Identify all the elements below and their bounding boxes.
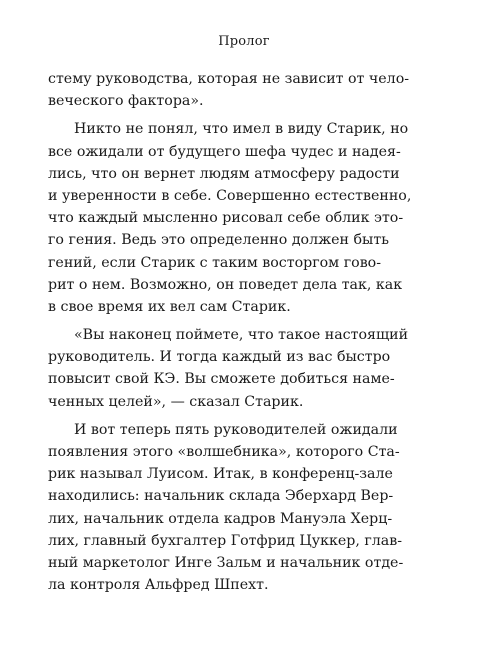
body-text xyxy=(48,68,412,596)
text-line: ченных целей», — сказал Старик. xyxy=(48,393,304,410)
text-line: веческого фактора». xyxy=(48,93,204,110)
text-line: И вот теперь пять руководителей ожидали xyxy=(74,421,398,438)
text-line: что каждый мысленно рисовал себе облик это- xyxy=(48,210,404,227)
text-line: ный маркетолог Инге Зальм и начальник отде- xyxy=(48,554,404,571)
text-line: го гения. Ведь это определенно должен быть xyxy=(48,232,389,249)
text-line: гений, если Старик с таким восторгом гово- xyxy=(48,254,382,271)
text-line: ла контроля Альфред Шпехт. xyxy=(48,577,269,594)
text-line: появления этого «волшебника», которого Ста- xyxy=(48,444,400,460)
paragraph xyxy=(48,68,410,112)
text-line: находились: начальник склада Эберхард Вер- xyxy=(48,488,394,505)
text-line: лих, главный бухгалтер Готфрид Цуккер, глав- xyxy=(48,532,403,549)
text-line: руководитель. И тогда каждый из вас быстро xyxy=(48,349,391,366)
text-line: рик называл Луисом. Итак, в конференц-зале xyxy=(48,466,393,483)
text-line: «Вы наконец поймете, что такое настоящий xyxy=(74,327,409,344)
text-line: и уверенности в себе. Совершенно естественно, xyxy=(48,187,412,204)
text-line: рит о нем. Возможно, он поведет дела так, как xyxy=(48,276,403,293)
text-line: лих, начальник отдела кадров Мануэла Херц- xyxy=(48,510,393,527)
text-line: стему руководства, которая не зависит от чело- xyxy=(48,71,410,87)
text-line: все ожидали от будущего шефа чудес и надея- xyxy=(48,143,401,160)
text-line: лись, что он вернет людям атмосферу радости xyxy=(48,165,400,182)
running-head: Пролог xyxy=(218,34,270,49)
paragraph xyxy=(48,324,409,413)
paragraph xyxy=(48,419,404,597)
paragraph xyxy=(48,118,412,318)
text-line: повысит свой КЭ. Вы сможете добиться наме- xyxy=(48,371,395,388)
text-line: в свое время их вел сам Старик. xyxy=(48,298,291,315)
text-line: Никто не понял, что имел в виду Старик, но xyxy=(74,121,409,138)
